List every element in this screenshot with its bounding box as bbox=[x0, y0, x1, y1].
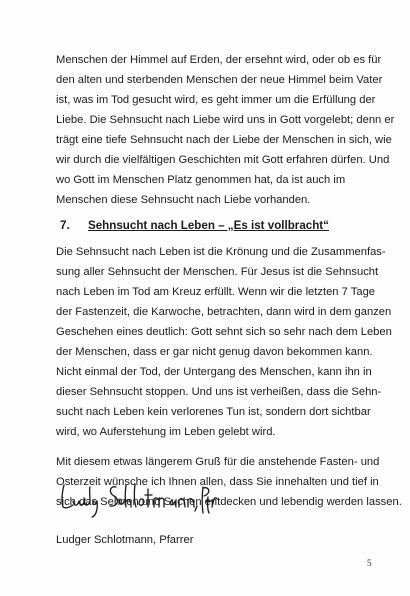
text-line: Menschen diese Sehnsucht nach Liebe vorhanden. bbox=[56, 194, 311, 206]
paragraph-love bbox=[56, 50, 395, 210]
signature-scribble-icon bbox=[58, 479, 218, 519]
text-line: sucht nach Leben kein verlorenes Tun ist, sondern dort sichtbar bbox=[56, 406, 371, 418]
text-line: wo Gott im Menschen Platz genommen hat, da ist auch im bbox=[56, 174, 346, 186]
text-line: sung aller Sehnsucht der Menschen. Für Jesus ist die Sehnsucht bbox=[56, 266, 379, 278]
handwritten-signature bbox=[58, 479, 218, 519]
text-line: Nicht einmal der Tod, der Untergang des Menschen, kann ihn in bbox=[56, 366, 372, 378]
text-line: den alten und sterbenden Menschen der neue Himmel beim Vater bbox=[56, 74, 383, 86]
text-line: wir durch die vielfältigen Geschichten mit Gott erfahren dürfen. Und bbox=[56, 154, 390, 166]
letter-body bbox=[56, 50, 402, 512]
section-heading bbox=[56, 216, 376, 236]
text-line: Mit diesem etwas längerem Gruß für die anstehende Fasten- und bbox=[56, 456, 380, 468]
text-line: wird, wo Auferstehung im Leben gelebt wird. bbox=[56, 426, 276, 438]
section-number: 7. bbox=[60, 219, 70, 232]
signer-name: Ludger Schlotmann, Pfarrer bbox=[56, 534, 194, 546]
text-line: Die Sehnsucht nach Leben ist die Krönung und die Zusammenfas- bbox=[56, 246, 386, 258]
text-line: ist, was im Tod gesucht wird, es geht immer um die Erfüllung der bbox=[56, 94, 376, 106]
paragraph-spacer bbox=[56, 442, 376, 452]
text-line: Menschen der Himmel auf Erden, der ersehnt wird, oder ob es für bbox=[56, 54, 382, 66]
text-line: Liebe. Die Sehnsucht nach Liebe wird uns in Gott vorgelebt; denn er bbox=[56, 114, 395, 126]
paragraph-life bbox=[56, 242, 392, 442]
text-line: Geschehen eines deutlich: Gott sehnt sich so sehr nach dem Leben bbox=[56, 326, 392, 338]
text-line: der Fastenzeit, die Karwoche, betrachten, dann wird in dem ganzen bbox=[56, 306, 392, 318]
text-line: nach Leben im Tod am Kreuz erfüllt. Wenn wir die letzten 7 Tage bbox=[56, 286, 376, 298]
text-line: Osterzeit wünsche ich Ihnen allen, dass Sie innehalten und tief in bbox=[56, 476, 379, 488]
section-title: Sehnsucht nach Leben – „Es ist vollbracht“ bbox=[88, 219, 329, 232]
text-line: der Menschen, dass er gar nicht genug davon bekommen kann. bbox=[56, 346, 373, 358]
text-line: dieser Sehnsucht stoppen. Und uns ist verheißen, dass die Sehn- bbox=[56, 386, 382, 398]
text-line: trägt eine tiefe Sehnsucht nach der Liebe der Menschen in sich, wie bbox=[56, 134, 392, 146]
page-number: 5 bbox=[367, 558, 372, 568]
text-line: sich das Sehnen und Suchen entdecken und lebendig werden lassen. bbox=[56, 496, 402, 508]
